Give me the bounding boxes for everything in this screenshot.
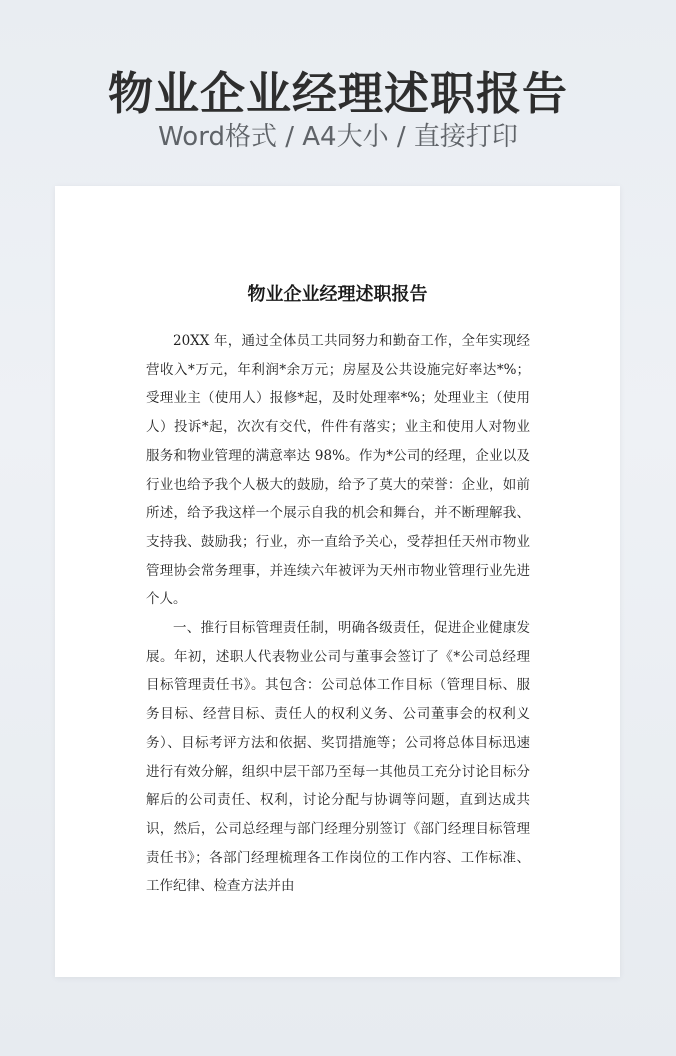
document-title: 物业企业经理述职报告 — [247, 284, 428, 305]
document-page — [55, 186, 620, 977]
paragraph-section-1: 一、推行目标管理责任制，明确各级责任，促进企业健康发展。年初，述职人代表物业公司与董事会签订了《*公司总经理目标管理责任书》。其包含：公司总体工作目标（管理目标、服务目标、经营目标、责任人的权利义务、公司董事会的权利义务）、目标考评方法和依据、奖罚措施等；公司将总体目标迅速进行有效分解，组织中层干部乃至每一其他员工充分讨论目标分解后的公司责任、权利，讨论分配与协调等问题，直到达成共识，然后，公司总经理与部门经理分别签订《部门经理目标管理责任书》；各部门经理梳理各工作岗位的工作内容、工作标准、工作纪律、检查方法并由 — [146, 620, 530, 895]
banner-title: 物业企业经理述职报告 — [107, 67, 568, 120]
document-body — [146, 327, 530, 901]
banner-subtitle: Word格式 / A4大小 / 直接打印 — [158, 122, 518, 152]
paragraph-intro: 20XX 年，通过全体员工共同努力和勤奋工作，全年实现经营收入*万元，年利润*余万元；房屋及公共设施完好率达*%；受理业主（使用人）报修*起，及时处理率*%；处理业主（使用人）投诉*起，次次有交代，件件有落实；业主和使用人对物业服务和物业管理的满意率达 98%。作为*公司的经理，企业以及行业也给予我个人极大的鼓励，给予了莫大的荣誉：企业，如前所述，给予我这样一个展示自我的机会和舞台，并不断理解我、支持我、鼓励我；行业，亦一直给予关心，受荐担任天州市物业管理协会常务理事，并连续六年被评为天州市物业管理行业先进个人。 — [146, 333, 530, 608]
